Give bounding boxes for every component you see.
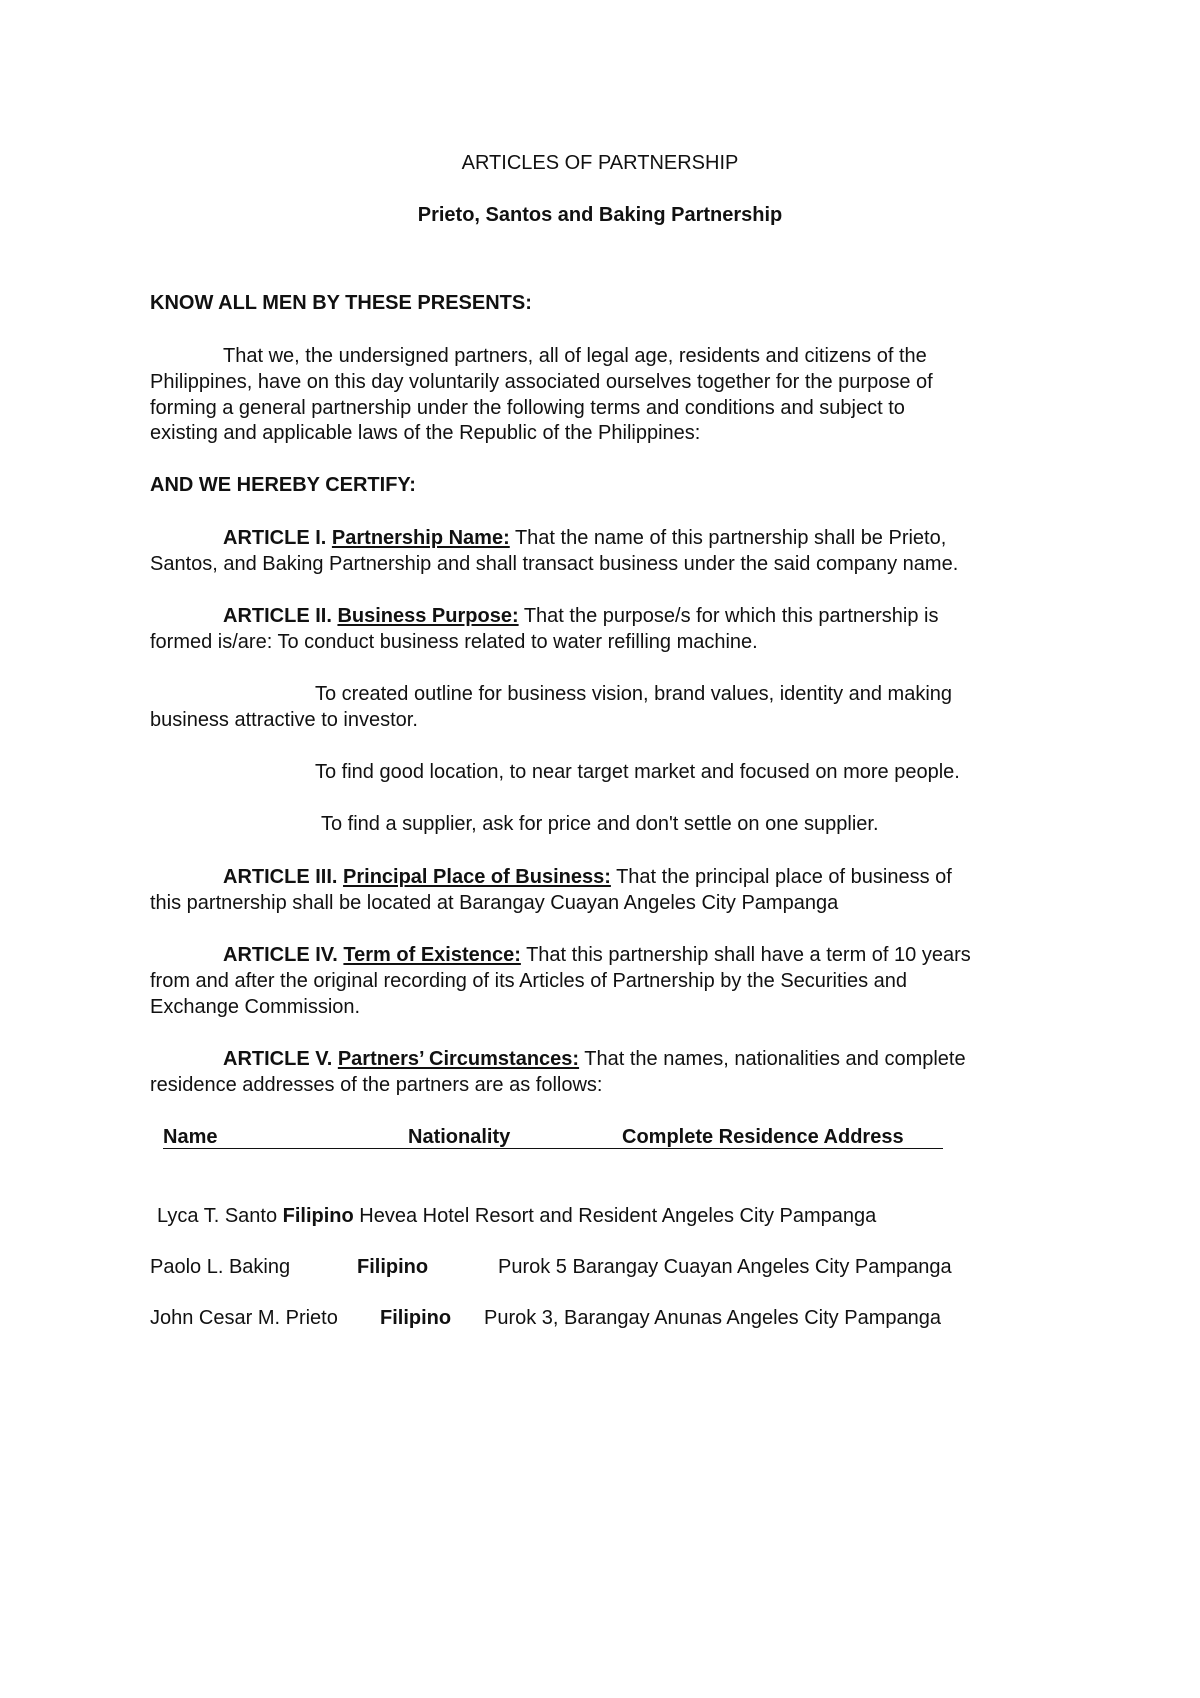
article-3-heading: Principal Place of Business: [343, 866, 611, 888]
article-4-line: from and after the original recording of its Articles of Partnership by the Securities and [150, 970, 908, 992]
partner-address: Hevea Hotel Resort and Resident Angeles City Pampanga [359, 1205, 877, 1227]
article-3-first-line [223, 864, 952, 890]
header-name: Name [163, 1126, 218, 1148]
partner-address: Purok 3, Barangay Anunas Angeles City Pampanga [484, 1307, 941, 1329]
document-title: ARTICLES OF PARTNERSHIP [461, 152, 739, 174]
certify-heading: AND WE HEREBY CERTIFY: [150, 474, 416, 496]
preamble-line: That we, the undersigned partners, all of legal age, residents and citizens of the [223, 345, 927, 367]
partner-name: John Cesar M. Prieto [150, 1307, 338, 1329]
article-5-heading: Partners’ Circumstances: [337, 1048, 580, 1070]
article-1-first-line [223, 525, 946, 551]
partner-name: Lyca T. Santo [157, 1205, 278, 1227]
article-1-text: That the name of this partnership shall be Prieto, [509, 527, 947, 549]
article-1-line: Santos, and Baking Partnership and shall transact business under the said company name. [150, 553, 959, 575]
article-2-label: ARTICLE II. [223, 605, 332, 627]
article-2-text: That the purpose/s for which this partnership is [518, 605, 939, 627]
partner-nationality: Filipino [380, 1307, 452, 1329]
preamble-line: existing and applicable laws of the Republic of the Philippines: [150, 422, 701, 444]
article-4-line: Exchange Commission. [150, 996, 361, 1018]
document-subtitle: Prieto, Santos and Baking Partnership [417, 204, 783, 226]
article-4-text: That this partnership shall have a term of 10 years [520, 944, 971, 966]
article-5-first-line [223, 1046, 966, 1072]
article-4-label: ARTICLE IV. [223, 944, 338, 966]
article-1-heading: Partnership Name: [331, 527, 510, 549]
purpose-item: To find good location, to near target market and focused on more people. [315, 761, 960, 783]
article-5-line: residence addresses of the partners are as follows: [150, 1074, 603, 1096]
article-3-label: ARTICLE III. [223, 866, 338, 888]
article-4-heading: Term of Existence: [343, 944, 521, 966]
article-5-text: That the names, nationalities and complete [579, 1048, 966, 1070]
partners-table-header [163, 1124, 943, 1152]
article-3-line: this partnership shall be located at Barangay Cuayan Angeles City Pampanga [150, 892, 839, 914]
partner-nationality: Filipino [282, 1205, 354, 1227]
article-1-label: ARTICLE I. [223, 527, 327, 549]
article-4-first-line [223, 942, 971, 968]
purpose-item: To created outline for business vision, brand values, identity and making [315, 683, 953, 705]
partner-nationality: Filipino [357, 1256, 429, 1278]
preamble-heading: KNOW ALL MEN BY THESE PRESENTS: [150, 292, 532, 314]
article-5-label: ARTICLE V. [223, 1048, 333, 1070]
header-address: Complete Residence Address [622, 1126, 904, 1148]
partner-name: Paolo L. Baking [150, 1256, 291, 1278]
article-2-first-line [223, 603, 938, 629]
partner-address: Purok 5 Barangay Cuayan Angeles City Pampanga [498, 1256, 952, 1278]
article-2-line: formed is/are: To conduct business related to water refilling machine. [150, 631, 758, 653]
header-nationality: Nationality [408, 1126, 511, 1148]
header-underline [163, 1148, 943, 1149]
article-3-text: That the principal place of business of [610, 866, 952, 888]
preamble-line: Philippines, have on this day voluntarily associated ourselves together for the purpose of [150, 371, 933, 393]
table-row [157, 1203, 876, 1229]
purpose-item: To find a supplier, ask for price and don't settle on one supplier. [321, 813, 879, 835]
preamble-line: forming a general partnership under the following terms and conditions and subject to [150, 397, 905, 419]
article-2-heading: Business Purpose: [337, 605, 519, 627]
purpose-item: business attractive to investor. [150, 709, 418, 731]
